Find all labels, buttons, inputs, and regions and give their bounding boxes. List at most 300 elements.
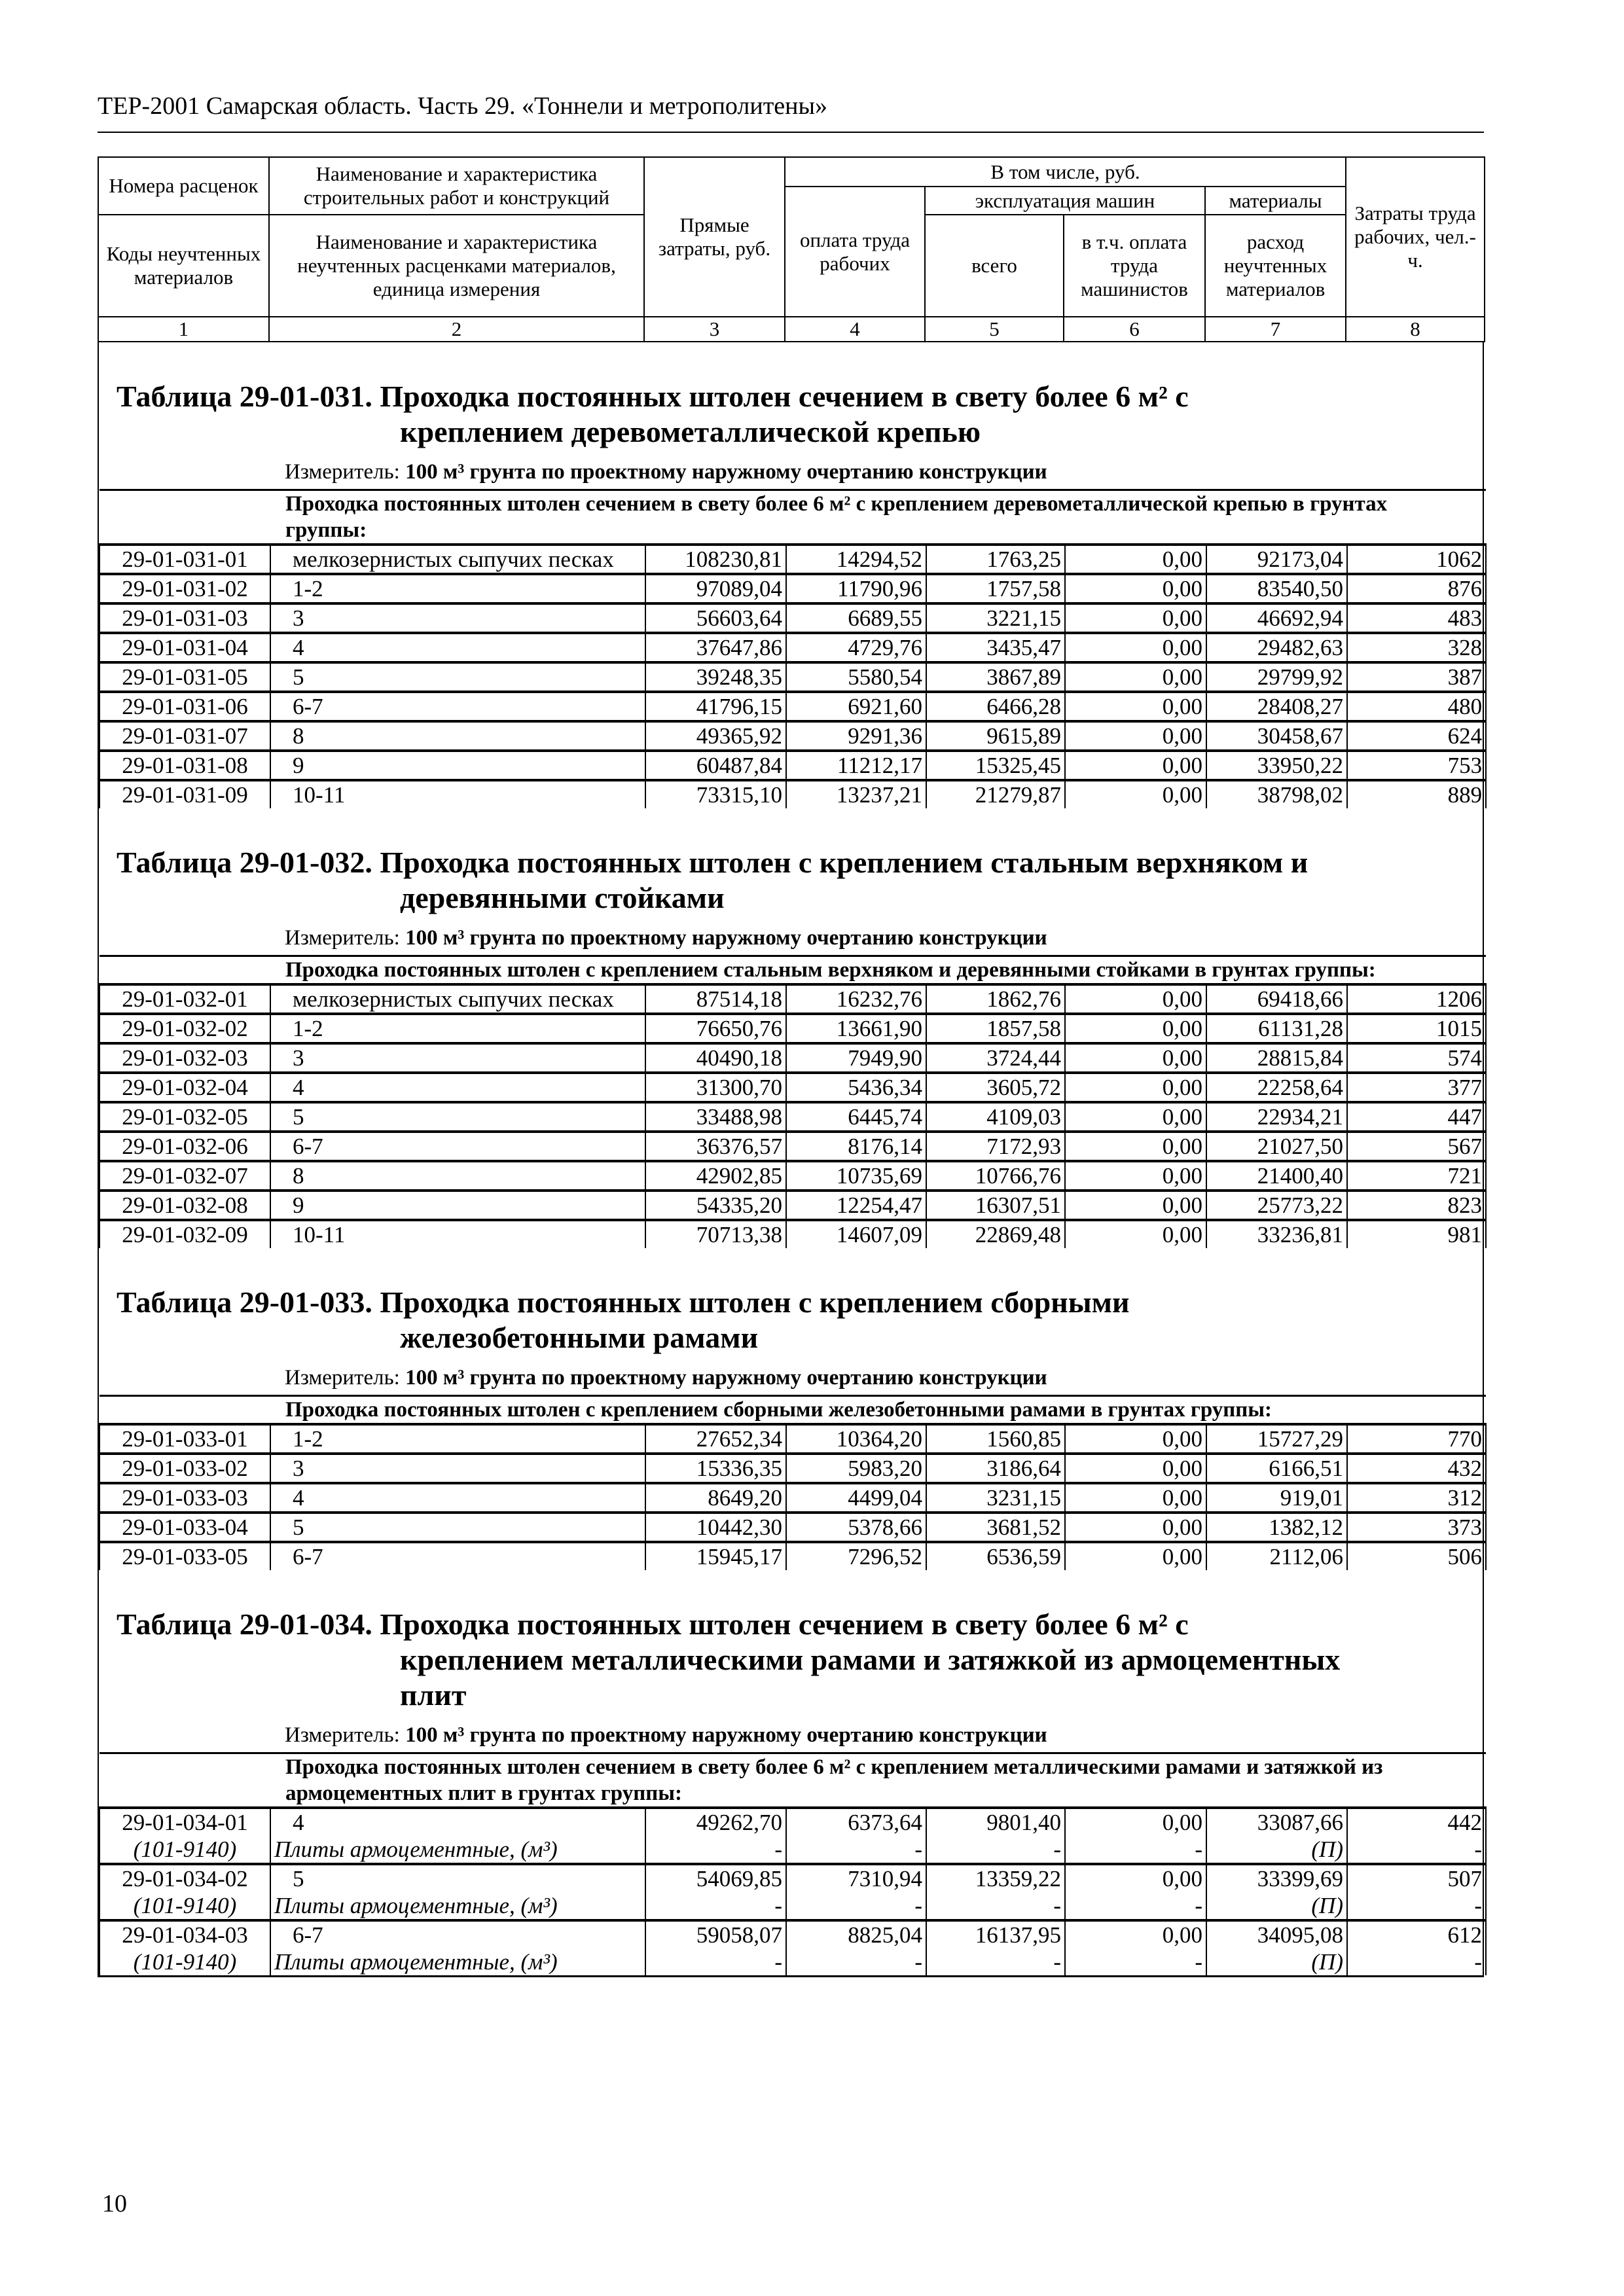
rate-value [1206, 1073, 1347, 1102]
rate-value [1065, 1808, 1206, 1864]
table-title-line: Таблица 29-01-033. Проходка постоянных штолен с креплением сборными [117, 1285, 1130, 1319]
rate-name-value: 9 [293, 753, 304, 778]
rate-name [270, 1102, 645, 1132]
rate-value-text: 574 [1447, 1045, 1483, 1071]
rate-value-text: 25773,22 [1257, 1193, 1343, 1218]
rate-value [786, 1483, 926, 1513]
rate-value-text: 5580,54 [848, 664, 922, 690]
rate-value-text: 73315,10 [696, 782, 782, 808]
rate-name [270, 545, 645, 574]
rate-value [1347, 1014, 1486, 1043]
rate-name [270, 692, 645, 721]
rate-name-value: 8 [293, 1163, 304, 1189]
rate-value [1347, 1191, 1486, 1220]
rate-value-text: 70713,38 [696, 1222, 782, 1247]
rate-value-text: 33950,22 [1257, 753, 1343, 778]
rate-code [99, 1483, 270, 1513]
rate-value [1065, 1542, 1206, 1570]
rate-value [1065, 1424, 1206, 1454]
rate-code [99, 721, 270, 751]
rate-name-value: 6-7 [293, 1134, 323, 1159]
table-row [99, 662, 1486, 692]
rate-code [99, 1073, 270, 1102]
rate-value-text: 0,00 [1162, 1456, 1202, 1481]
rate-name [270, 574, 645, 603]
rate-code-value: 29-01-032-09 [122, 1222, 248, 1247]
rate-name-value: 6-7 [293, 694, 323, 719]
rate-code [99, 1454, 270, 1483]
rate-value [1347, 751, 1486, 780]
rate-name-value: 6-7 [293, 1922, 323, 1948]
rate-value-text: 373 [1447, 1515, 1483, 1540]
rate-value-text: 22258,64 [1257, 1075, 1343, 1100]
table-title-line: деревянными стойками [400, 881, 725, 914]
rate-value [1347, 1808, 1486, 1864]
rate-value-text: 16137,95 [975, 1922, 1061, 1948]
rate-value [645, 1132, 786, 1161]
table-measure [99, 459, 1483, 485]
rate-value-text: 15336,35 [696, 1456, 782, 1481]
rate-value-text: 21279,87 [975, 782, 1061, 808]
rate-value-text: 15945,17 [696, 1544, 782, 1570]
rate-value-text: 16307,51 [975, 1193, 1061, 1218]
rate-value [645, 1920, 786, 1975]
rate-table-section [99, 808, 1483, 1248]
measure-value: 100 м³ грунта по проектному наружному очертанию конструкции [405, 1723, 1047, 1747]
rate-value [926, 1102, 1065, 1132]
rate-code [99, 1132, 270, 1161]
rate-value [786, 1191, 926, 1220]
table-row [99, 1424, 1486, 1454]
header-machine-operation: эксплуатация машин [925, 187, 1205, 215]
rate-code-value: 29-01-034-02 [122, 1866, 248, 1892]
rate-code [99, 633, 270, 662]
header-rate-numbers: Номера расценок [98, 157, 269, 215]
rate-value-text: 13359,22 [975, 1866, 1061, 1892]
rates-table [99, 489, 1487, 808]
table-row [99, 1483, 1486, 1513]
rate-code [99, 1043, 270, 1073]
rate-code [99, 1220, 270, 1248]
table-row [99, 633, 1486, 662]
rate-name-value: 10-11 [293, 1222, 346, 1247]
rate-value-text: 506 [1447, 1544, 1483, 1570]
rate-value [926, 545, 1065, 574]
rate-name [270, 1161, 645, 1191]
rate-name-value: 3 [293, 1045, 304, 1071]
rate-value [926, 1014, 1065, 1043]
rate-value [926, 1513, 1065, 1542]
rate-value-text: 5436,34 [848, 1075, 922, 1100]
rate-value-text: 3186,64 [986, 1456, 1061, 1481]
rate-value [1206, 751, 1347, 780]
table-row [99, 1102, 1486, 1132]
material-value: (П) [1311, 1949, 1343, 1975]
material-code: (101-9140) [133, 1949, 237, 1975]
rate-value [926, 1483, 1065, 1513]
rate-code-value: 29-01-031-01 [122, 547, 248, 572]
rate-value-text: 3231,15 [986, 1485, 1061, 1511]
rate-value [926, 633, 1065, 662]
rate-value [1347, 633, 1486, 662]
rate-code-value: 29-01-031-03 [122, 605, 248, 631]
rate-value [926, 1132, 1065, 1161]
table-row [99, 751, 1486, 780]
rate-value [1347, 1424, 1486, 1454]
rate-value [1347, 692, 1486, 721]
rate-value-text: 0,00 [1162, 1515, 1202, 1540]
rate-value-text: 0,00 [1162, 782, 1202, 808]
rate-name-value: 5 [293, 1515, 304, 1540]
rate-code-value: 29-01-032-04 [122, 1075, 248, 1100]
table-row [99, 1043, 1486, 1073]
rate-value [1065, 1220, 1206, 1248]
rate-value [1206, 984, 1347, 1014]
header-material-name: Наименование и характеристика неучтенных расценками материалов, единица измерения [269, 215, 644, 317]
rate-value-text: 9615,89 [986, 723, 1061, 749]
rate-code [99, 780, 270, 808]
rate-value-text: 1206 [1436, 986, 1483, 1012]
group-header-row [99, 1753, 1486, 1808]
header-materials: материалы [1205, 187, 1346, 215]
rate-value-text: 3221,15 [986, 605, 1061, 631]
rate-value-text: 0,00 [1162, 547, 1202, 572]
rate-value-text: 97089,04 [696, 576, 782, 601]
rate-value-text: 0,00 [1162, 1193, 1202, 1218]
header-material-codes: Коды неучтенных материалов [98, 215, 269, 317]
rate-value-text: 2112,06 [1269, 1544, 1343, 1570]
table-row [99, 1864, 1486, 1920]
rate-value-text: 22934,21 [1257, 1104, 1343, 1130]
rate-value [1206, 1513, 1347, 1542]
rate-value-text: 0,00 [1162, 986, 1202, 1012]
rate-value-text: 5378,66 [848, 1515, 922, 1540]
column-number: 6 [1064, 317, 1205, 342]
rate-value [926, 1920, 1065, 1975]
material-value: - [774, 1837, 782, 1862]
rate-name-value: 3 [293, 1456, 304, 1481]
rate-value [786, 1920, 926, 1975]
rate-name-value: 6-7 [293, 1544, 323, 1570]
rate-value-text: 54069,85 [696, 1866, 782, 1892]
rate-value-text: 0,00 [1162, 723, 1202, 749]
group-header-row [99, 956, 1486, 985]
rate-value [1206, 1132, 1347, 1161]
rate-value [645, 721, 786, 751]
rate-name [270, 1043, 645, 1073]
rate-value-text: 28815,84 [1257, 1045, 1343, 1071]
rate-code-value: 29-01-031-08 [122, 753, 248, 778]
rate-value-text: 0,00 [1162, 1016, 1202, 1041]
header-labor-costs: Затраты труда рабочих, чел.-ч. [1346, 157, 1485, 317]
rate-value [786, 1864, 926, 1920]
rate-value [786, 1014, 926, 1043]
material-name: Плиты армоцементные, (м³) [274, 1893, 558, 1918]
rate-value [1347, 574, 1486, 603]
rate-value-text: 0,00 [1162, 576, 1202, 601]
rate-value [1347, 1073, 1486, 1102]
rate-value [1065, 545, 1206, 574]
rate-value [926, 1220, 1065, 1248]
rate-value [1206, 1808, 1347, 1864]
column-number: 2 [269, 317, 644, 342]
table-row [99, 1073, 1486, 1102]
rate-value-text: 0,00 [1162, 1866, 1202, 1892]
rate-name [270, 1483, 645, 1513]
table-title-line: Таблица 29-01-032. Проходка постоянных штолен с креплением стальным верхняком и [117, 846, 1308, 879]
rate-value-text: 876 [1447, 576, 1483, 601]
rate-value-text: 3724,44 [986, 1045, 1061, 1071]
rate-value [645, 1542, 786, 1570]
rate-value [645, 751, 786, 780]
rate-code [99, 692, 270, 721]
rate-code [99, 1424, 270, 1454]
rate-value [786, 1102, 926, 1132]
rate-value-text: 33399,69 [1257, 1866, 1343, 1892]
rate-value [1206, 662, 1347, 692]
rate-value-text: 1757,58 [986, 576, 1061, 601]
rate-value [1347, 1864, 1486, 1920]
rate-value [645, 1161, 786, 1191]
material-value: - [774, 1949, 782, 1975]
rate-value [1206, 1920, 1347, 1975]
rate-value-text: 49262,70 [696, 1810, 782, 1835]
group-header: Проходка постоянных штолен сечением в свету более 6 м² с креплением металлическими рамами и затяжкой из армоцементных плит в грунтах группы: [99, 1753, 1486, 1808]
rate-value [1065, 1864, 1206, 1920]
rate-value [1206, 1102, 1347, 1132]
rate-code-value: 29-01-033-04 [122, 1515, 248, 1540]
table-row [99, 1191, 1486, 1220]
rate-name-value: 1-2 [293, 1016, 323, 1041]
rate-value [1065, 1454, 1206, 1483]
rate-value [1065, 1014, 1206, 1043]
rate-name-value: 4 [293, 1810, 304, 1835]
rate-value [926, 1191, 1065, 1220]
rate-name [270, 780, 645, 808]
rate-name [270, 1424, 645, 1454]
rate-value-text: 7310,94 [848, 1866, 922, 1892]
rate-value-text: 0,00 [1162, 635, 1202, 660]
header-work-name: Наименование и характеристика строительных работ и конструкций [269, 157, 644, 215]
rate-name [270, 1191, 645, 1220]
header-material-usage: расход неучтенных материалов [1205, 215, 1346, 317]
material-value: - [1195, 1893, 1202, 1918]
rate-value-text: 69418,66 [1257, 986, 1343, 1012]
rate-value-text: 21400,40 [1257, 1163, 1343, 1189]
rate-value [926, 692, 1065, 721]
rate-value-text: 3435,47 [986, 635, 1061, 660]
material-value: (П) [1311, 1893, 1343, 1918]
rate-value [1206, 1542, 1347, 1570]
material-value: - [1474, 1837, 1483, 1862]
rate-value-text: 567 [1447, 1134, 1483, 1159]
rate-value-text: 76650,76 [696, 1016, 782, 1041]
rate-value-text: 87514,18 [696, 986, 782, 1012]
rate-code-value: 29-01-031-02 [122, 576, 248, 601]
rate-value-text: 1560,85 [986, 1426, 1061, 1452]
material-code: (101-9140) [133, 1837, 237, 1862]
rate-value [1206, 1043, 1347, 1073]
material-value: - [1053, 1949, 1061, 1975]
rate-value-text: 30458,67 [1257, 723, 1343, 749]
rate-value [786, 1161, 926, 1191]
rate-code-value: 29-01-033-01 [122, 1426, 248, 1452]
rate-value-text: 5983,20 [848, 1456, 922, 1481]
rate-value-text: 49365,92 [696, 723, 782, 749]
rate-code [99, 1014, 270, 1043]
table-row [99, 1014, 1486, 1043]
rate-value [1206, 1191, 1347, 1220]
rate-value [1347, 545, 1486, 574]
rate-value [1065, 1161, 1206, 1191]
rate-value [645, 1191, 786, 1220]
rate-value [926, 1073, 1065, 1102]
table-row [99, 721, 1486, 751]
rate-code [99, 751, 270, 780]
table-row [99, 1513, 1486, 1542]
table-row [99, 692, 1486, 721]
rate-code-value: 29-01-033-02 [122, 1456, 248, 1481]
rate-value [1065, 692, 1206, 721]
rate-table-section [99, 342, 1483, 808]
rate-code-value: 29-01-031-05 [122, 664, 248, 690]
rate-value-text: 56603,64 [696, 605, 782, 631]
rate-value [926, 780, 1065, 808]
rate-value [1347, 780, 1486, 808]
rate-code [99, 1161, 270, 1191]
table-title-line: железобетонными рамами [400, 1321, 759, 1354]
rate-value-text: 9291,36 [848, 723, 922, 749]
rate-value [786, 1513, 926, 1542]
rate-value-text: 0,00 [1162, 1163, 1202, 1189]
rate-value-text: 22869,48 [975, 1222, 1061, 1247]
rate-value [645, 1483, 786, 1513]
material-value: - [1195, 1949, 1202, 1975]
rate-value [645, 662, 786, 692]
rate-value-text: 34095,08 [1257, 1922, 1343, 1948]
table-row [99, 1542, 1486, 1570]
rate-value-text: 7172,93 [986, 1134, 1061, 1159]
rate-code-value: 29-01-033-03 [122, 1485, 248, 1511]
rate-code-value: 29-01-031-07 [122, 723, 248, 749]
rate-value [926, 1864, 1065, 1920]
rate-value [1347, 1132, 1486, 1161]
rate-value-text: 13237,21 [836, 782, 922, 808]
rate-value [926, 984, 1065, 1014]
rate-value [1206, 574, 1347, 603]
rate-code [99, 1191, 270, 1220]
rate-value-text: 16232,76 [836, 986, 922, 1012]
table-title [99, 379, 1483, 450]
column-number: 1 [98, 317, 269, 342]
rate-value-text: 0,00 [1162, 1485, 1202, 1511]
rate-value-text: 108230,81 [685, 547, 782, 572]
rate-value-text: 377 [1447, 1075, 1483, 1100]
material-value: - [914, 1893, 922, 1918]
rate-value [786, 692, 926, 721]
material-value: - [1053, 1893, 1061, 1918]
rate-value-text: 6921,60 [848, 694, 922, 719]
rate-code-value: 29-01-032-06 [122, 1134, 248, 1159]
rate-value [926, 662, 1065, 692]
rate-value-text: 981 [1447, 1222, 1483, 1247]
measure-value: 100 м³ грунта по проектному наружному очертанию конструкции [405, 926, 1047, 950]
rate-value [645, 780, 786, 808]
table-title-line: плит [400, 1678, 467, 1712]
table-measure [99, 925, 1483, 951]
rate-value [786, 1542, 926, 1570]
rate-value [786, 1220, 926, 1248]
rate-value [1206, 780, 1347, 808]
rate-name [270, 603, 645, 633]
rate-value [926, 721, 1065, 751]
rate-code-value: 29-01-031-06 [122, 694, 248, 719]
rate-value [1065, 1132, 1206, 1161]
rate-value-text: 12254,47 [836, 1193, 922, 1218]
rate-value-text: 10766,76 [975, 1163, 1061, 1189]
rate-value-text: 40490,18 [696, 1045, 782, 1071]
rate-value-text: 6373,64 [848, 1810, 922, 1835]
rate-value [786, 984, 926, 1014]
rate-value-text: 8825,04 [848, 1922, 922, 1948]
rate-value [1347, 1102, 1486, 1132]
rate-value [1347, 603, 1486, 633]
rate-value-text: 3681,52 [986, 1515, 1061, 1540]
rate-value [786, 751, 926, 780]
rate-name [270, 751, 645, 780]
rate-value [926, 1424, 1065, 1454]
rate-value-text: 442 [1447, 1810, 1483, 1835]
rate-value-text: 14294,52 [836, 547, 922, 572]
table-row [99, 1161, 1486, 1191]
rate-code-value: 29-01-032-02 [122, 1016, 248, 1041]
rate-value [786, 574, 926, 603]
rate-value-text: 6445,74 [848, 1104, 922, 1130]
rate-name-value: 1-2 [293, 1426, 323, 1452]
rate-value [1206, 1161, 1347, 1191]
material-code: (101-9140) [133, 1893, 237, 1918]
rate-value [1206, 1483, 1347, 1513]
rate-value-text: 312 [1447, 1485, 1483, 1511]
table-title-line: креплением деревометаллической крепью [400, 415, 981, 448]
rate-value [645, 1513, 786, 1542]
rate-value [1206, 633, 1347, 662]
rate-name [270, 662, 645, 692]
rate-code [99, 574, 270, 603]
table-row [99, 984, 1486, 1014]
header-direct-costs: Прямые затраты, руб. [644, 157, 785, 317]
rate-value [1065, 1191, 1206, 1220]
rate-value-text: 328 [1447, 635, 1483, 660]
table-title-line: креплением металлическими рамами и затяжкой из армоцементных [400, 1643, 1341, 1676]
measure-value: 100 м³ грунта по проектному наружному очертанию конструкции [405, 460, 1047, 484]
rate-value [1065, 1073, 1206, 1102]
rate-name [270, 633, 645, 662]
rate-value [1065, 1483, 1206, 1513]
rate-value [786, 780, 926, 808]
rate-value [1065, 721, 1206, 751]
rate-value [1206, 545, 1347, 574]
rate-value-text: 46692,94 [1257, 605, 1343, 631]
rate-value [645, 1864, 786, 1920]
rate-code-value: 29-01-032-08 [122, 1193, 248, 1218]
rate-code [99, 1808, 270, 1864]
rate-name-value: 5 [293, 1866, 304, 1892]
rate-value-text: 14607,09 [836, 1222, 922, 1247]
rate-value-text: 10364,20 [836, 1426, 922, 1452]
material-value: - [1474, 1949, 1483, 1975]
rate-name [270, 1542, 645, 1570]
